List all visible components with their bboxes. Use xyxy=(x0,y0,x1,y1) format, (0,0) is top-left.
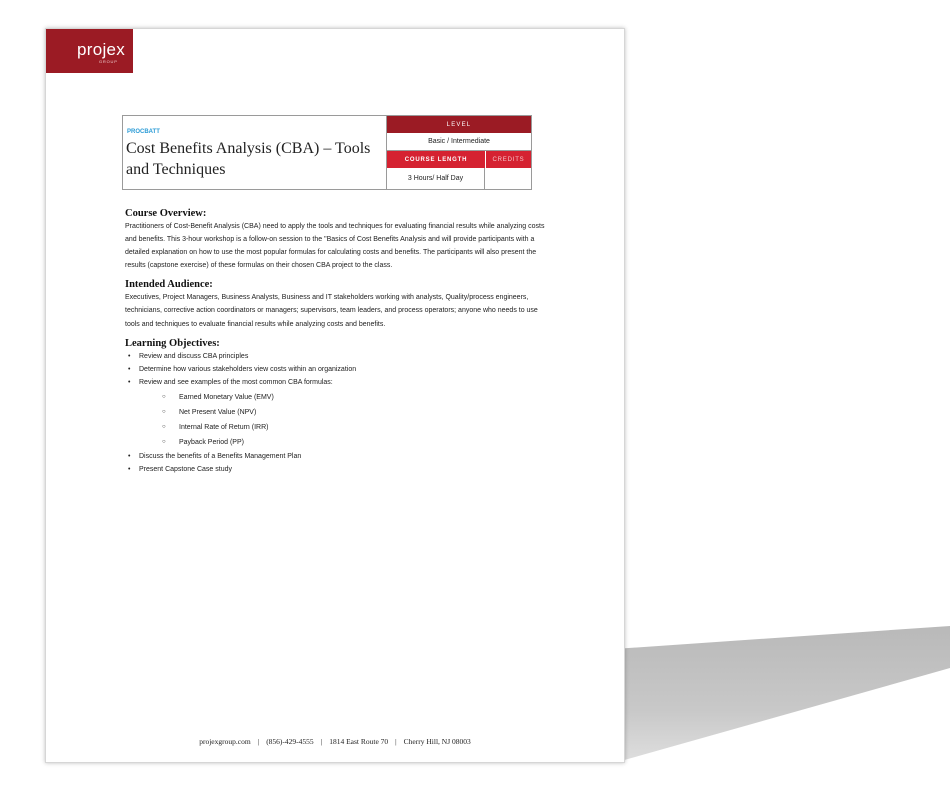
credits-value xyxy=(485,168,531,189)
footer-separator: | xyxy=(257,737,260,746)
course-header xyxy=(122,115,532,190)
document-page xyxy=(45,28,625,763)
footer-address: 1814 East Route 70 xyxy=(329,737,389,746)
page-shadow xyxy=(623,626,950,766)
bullet-icon: • xyxy=(128,379,131,387)
objective-text: Review and see examples of the most common CBA formulas: xyxy=(139,379,333,387)
circle-bullet-icon: ○ xyxy=(162,438,166,445)
course-info-grid xyxy=(387,116,531,189)
logo-subtext: GROUP xyxy=(99,59,118,64)
course-title-block xyxy=(123,116,387,189)
objective-text: Review and discuss CBA principles xyxy=(139,352,249,360)
projex-logo xyxy=(46,29,133,73)
formula-text: Internal Rate of Return (IRR) xyxy=(179,423,269,431)
course-length-value: 3 Hours/ Half Day xyxy=(387,168,485,189)
audience-text: Executives, Project Managers, Business Analysts, Business and IT stakeholders working with analysts, Quality/process engineers, technicians, corrective action coordinators or managers; supervisors, team leaders, and process operators; anyone who needs to use tools and techniques to evaluate financial results while analyzing costs and benefits. xyxy=(125,294,538,328)
level-label: LEVEL xyxy=(387,116,531,133)
formula-item xyxy=(125,390,545,405)
footer-phone: (856)-429-4555 xyxy=(266,737,314,746)
credits-label: CREDITS xyxy=(485,151,531,168)
formula-text: Earned Monetary Value (EMV) xyxy=(179,393,274,401)
footer-separator: | xyxy=(395,737,397,746)
footer-separator: | xyxy=(320,737,323,746)
formula-text: Payback Period (PP) xyxy=(179,438,244,446)
formula-item xyxy=(125,435,545,450)
objectives-list xyxy=(125,350,545,390)
objective-item xyxy=(125,350,545,363)
objective-item xyxy=(125,463,545,476)
objective-item xyxy=(125,363,545,376)
course-content xyxy=(125,207,545,476)
overview-heading: Course Overview: xyxy=(125,208,207,219)
course-title: Cost Benefits Analysis (CBA) – Tools and Techniques xyxy=(126,140,371,178)
bullet-icon: • xyxy=(128,452,131,460)
circle-bullet-icon: ○ xyxy=(162,408,166,415)
circle-bullet-icon: ○ xyxy=(162,423,166,430)
formula-text: Net Present Value (NPV) xyxy=(179,408,257,416)
objective-text: Present Capstone Case study xyxy=(139,465,232,473)
course-length-label: COURSE LENGTH xyxy=(387,151,485,168)
formula-item xyxy=(125,420,545,435)
audience-heading: Intended Audience: xyxy=(125,279,213,291)
logo-wordmark: projex xyxy=(77,40,126,59)
bullet-icon: • xyxy=(128,352,131,360)
formula-list xyxy=(125,390,545,450)
objective-text: Determine how various stakeholders view costs within an organization xyxy=(139,365,357,373)
footer-city: Cherry Hill, NJ 08003 xyxy=(403,737,471,746)
formula-item xyxy=(125,405,545,420)
bullet-icon: • xyxy=(128,465,131,473)
objectives-heading: Learning Objectives: xyxy=(125,337,220,349)
objective-item xyxy=(125,450,545,463)
objective-text: Discuss the benefits of a Benefits Management Plan xyxy=(139,452,302,460)
level-value: Basic / Intermediate xyxy=(387,133,531,151)
objectives-list-continued xyxy=(125,450,545,477)
footer-website: projexgroup.com xyxy=(199,737,251,746)
circle-bullet-icon: ○ xyxy=(162,393,166,400)
course-code: PROCBATT xyxy=(127,129,160,135)
objective-item xyxy=(125,376,545,389)
page-footer xyxy=(46,737,624,746)
bullet-icon: • xyxy=(128,365,131,373)
overview-text: Practitioners of Cost-Benefit Analysis (CBA) need to apply the tools and techniques for evaluating financial results while analyzing costs and benefits. This 3-hour workshop is a follow-on session to the "Basics of Cost Benefits Analysis and will provide participants with a detailed explanation on how to use the most popular formulas for calculating costs and benefits. The participants will also present the results (capstone exercise) of these formulas on their chosen CBA project to the class. xyxy=(125,223,545,270)
